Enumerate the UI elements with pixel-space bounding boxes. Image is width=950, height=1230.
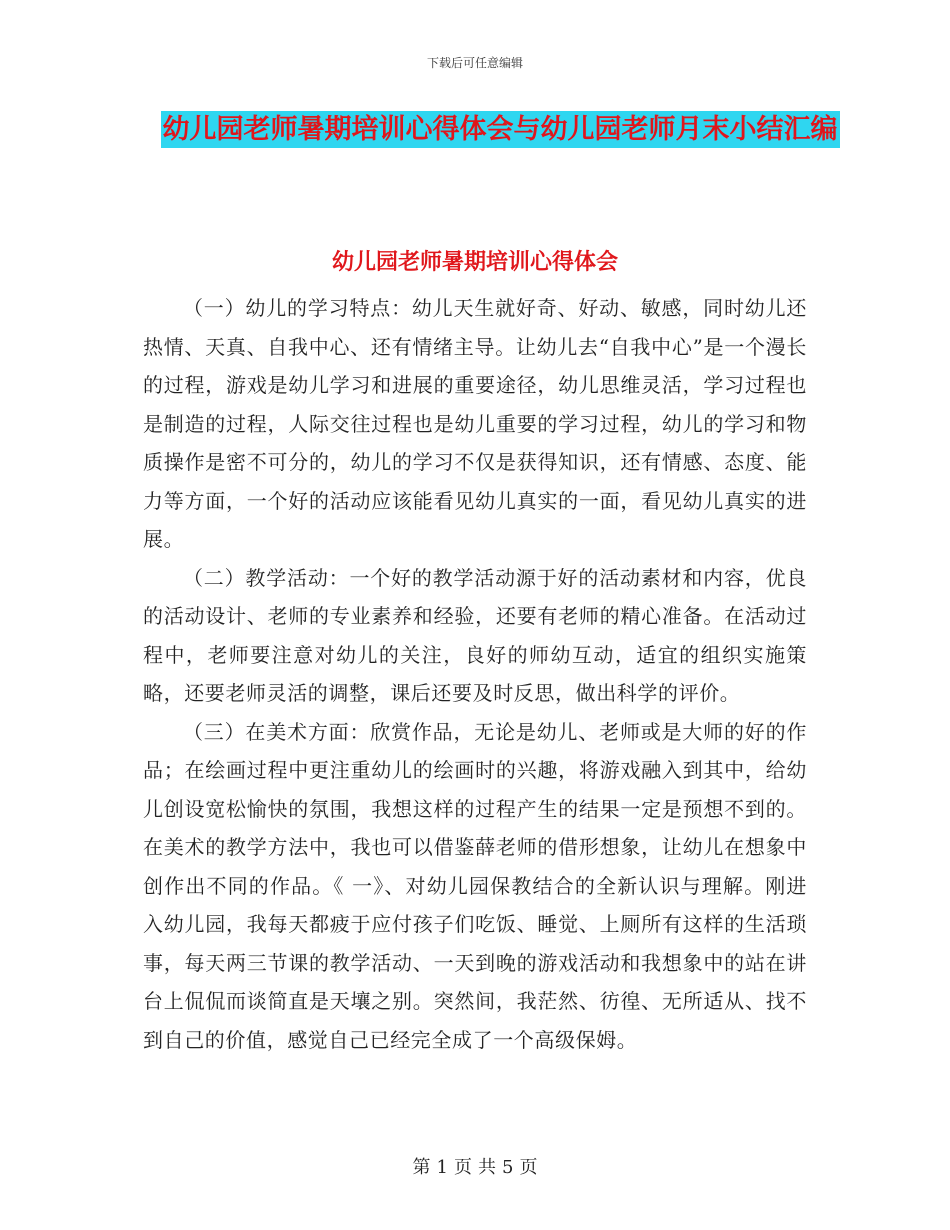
paragraph-art: （三）在美术方面：欣赏作品，无论是幼儿、老师或是大师的好的作品；在绘画过程中更注重幼儿的绘画时的兴趣，将游戏融入到其中，给幼儿创设宽松愉快的氛围，我想这样的过程产生的结果一定是预想不到的。在美术的教学方法中，我也可以借鉴薛老师的借形想象，让幼儿在想象中创作出不同的作品。《 一》、对幼儿园保教结合的全新认识与理解。刚进入幼儿园，我每天都疲于应付孩子们吃饭、睡觉、上厕所有这样的生活琐事，每天两三节课的教学活动、一天到晚的游戏活动和我想象中的站在讲台上侃侃而谈简直是天壤之别。突然间，我茫然、彷徨、无所适从、找不到自己的价值，感觉自己已经完全成了一个高级保姆。 <box>143 719 807 1052</box>
paragraph-teaching-activities: （二）教学活动：一个好的教学活动源于好的活动素材和内容，优良的活动设计、老师的专业素养和经验，还要有老师的精心准备。在活动过程中，老师要注意对幼儿的关注，良好的师幼互动，适宜的组织实施策略，还要老师灵活的调整，课后还要及时反思，做出科学的评价。 <box>143 565 807 705</box>
footer-current-page: 1 <box>436 1157 448 1178</box>
paragraph-learning-traits: （一）幼儿的学习特点：幼儿天生就好奇、好动、敏感，同时幼儿还热情、天真、自我中心、还有情绪主导。让幼儿去“自我中心”是一个漫长的过程，游戏是幼儿学习和进展的重要途径，幼儿思维灵活，学习过程也是制造的过程，人际交往过程也是幼儿重要的学习过程，幼儿的学习和物质操作是密不可分的，幼儿的学习不仅是获得知识，还有情感、态度、能力等方面，一个好的活动应该能看见幼儿真实的一面，看见幼儿真实的进展。 <box>143 296 807 551</box>
footer-suffix: 页 <box>519 1157 538 1178</box>
footer-total-prefix: 共 <box>478 1157 496 1178</box>
document-title <box>140 104 860 156</box>
section-title: 幼儿园老师暑期培训心得体会 <box>331 250 618 275</box>
document-title-text: 幼儿园老师暑期培训心得体会与幼儿园老师月末小结汇编 <box>161 111 840 148</box>
footer-prefix: 第 <box>412 1157 431 1178</box>
page-footer <box>0 1153 950 1179</box>
header-note: 下载后可任意编辑 <box>426 56 523 70</box>
document-body <box>143 289 807 1059</box>
footer-total-pages: 5 <box>502 1157 514 1178</box>
footer-page-word: 页 <box>454 1157 472 1178</box>
